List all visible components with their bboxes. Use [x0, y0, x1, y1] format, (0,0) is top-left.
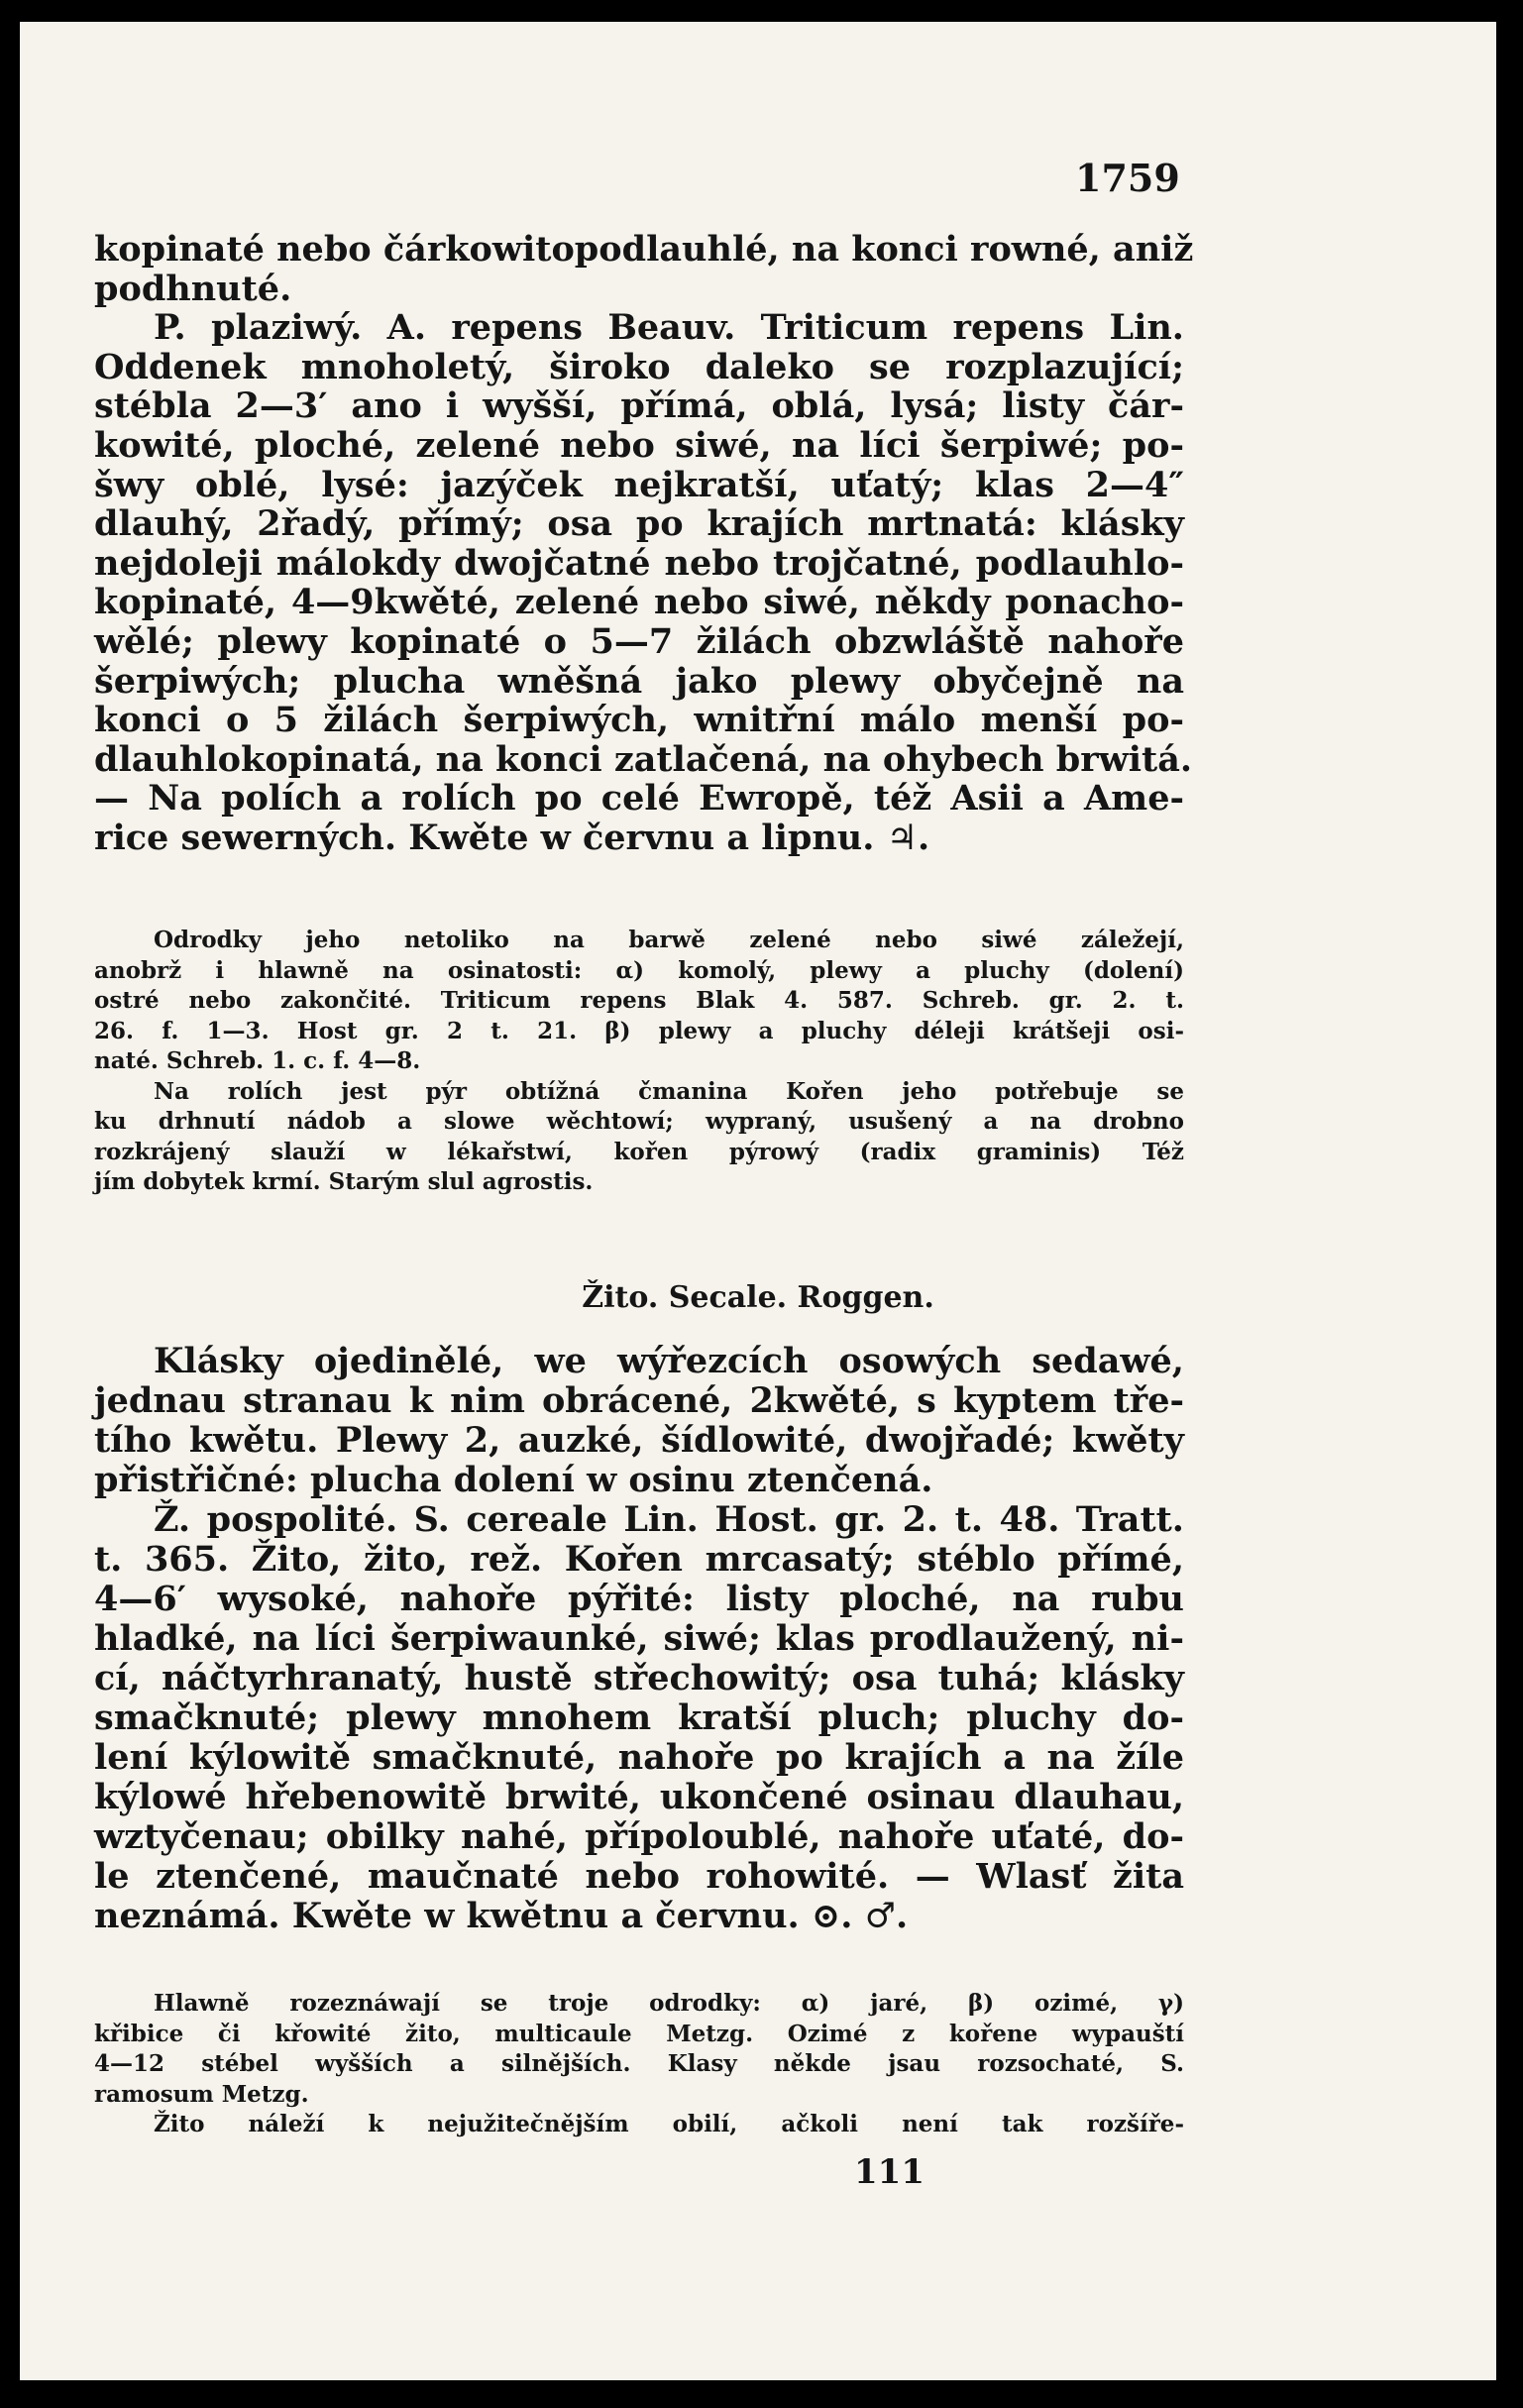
note-line: naté. Schreb. 1. c. f. 4—8.	[94, 1047, 421, 1074]
species-line: Ž. pospolité. S. cereale Lin. Host. gr. 2. t. 48. Tratt.	[154, 1499, 1184, 1540]
note-line: ostré nebo zakončité. Triticum repens Blak 4. 587. Schreb. gr. 2. t.	[94, 987, 1184, 1014]
paragraph-triticum	[94, 229, 1194, 858]
text-line: t. 365. Žito, žito, rež. Kořen mrcasatý; stéblo přímé,	[94, 1539, 1184, 1580]
book-page	[20, 22, 1496, 2380]
section-heading-secale: Žito. Secale. Roggen.	[582, 1280, 934, 1315]
text-line: lení kýlowitě smačknuté, nahoře po krajích a na žíle	[94, 1737, 1184, 1778]
note-varieties-secale	[94, 1989, 1184, 2140]
text-line: neznámá. Kwěte w kwětnu a červnu. ⊙. ♂.	[94, 1896, 909, 1936]
text-line: Oddenek mnoholetý, široko daleko se rozplazující;	[94, 346, 1184, 387]
text-line: konci o 5 žilách šerpiwých, wnitřní málo menší po-	[94, 700, 1184, 741]
text-line: kopinaté nebo čárkowitopodlauhlé, na konci rowné, aniž	[94, 229, 1194, 270]
note-varieties-triticum	[94, 926, 1184, 1198]
text-line: kopinaté, 4—9kwěté, zelené nebo siwé, někdy ponacho-	[94, 582, 1184, 623]
page-number: 1759	[1075, 156, 1180, 200]
text-line: wělé; plewy kopinaté o 5—7 žilách obzwláště nahoře	[94, 620, 1184, 662]
text-line: kowité, ploché, zelené nebo siwé, na líci šerpiwé; po-	[94, 424, 1184, 466]
text-line: stébla 2—3′ ano i wyšší, přímá, oblá, lysá; listy čár-	[94, 385, 1184, 427]
text-line: šwy oblé, lysé: jazýček nejkratší, uťatý; klas 2—4″	[94, 464, 1184, 505]
text-line: tího kwětu. Plewy 2, auzké, šídlowité, dwojřadé; kwěty	[94, 1420, 1184, 1461]
text-line: nejdoleji málokdy dwojčatné nebo trojčatné, podlauhlo-	[94, 542, 1184, 584]
note-line: Hlawně rozeznáwají se troje odrodky: α) jaré, β) ozimé, γ)	[154, 1990, 1184, 2017]
text-line: — Na polích a rolích po celé Ewropě, též Asii a Ame-	[94, 778, 1184, 820]
text-line: smačknuté; plewy mnohem kratší pluch; pluchy do-	[94, 1697, 1184, 1738]
text-line: dlauhý, 2řadý, přímý; osa po krajích mrtnatá: klásky	[94, 503, 1184, 545]
signature-mark: 111	[854, 2152, 925, 2192]
note-line: 4—12 stébel wyšších a silnějších. Klasy někde jsau rozsochaté, S.	[94, 2050, 1184, 2077]
note-line: rozkrájený slauží w lékařstwí, kořen pýrowý (radix graminis) Též	[94, 1138, 1184, 1165]
text-line: jednau stranau k nim obrácené, 2kwěté, s kyptem tře-	[94, 1380, 1184, 1421]
text-line: le ztenčené, maučnaté nebo rohowité. — Wlasť žita	[94, 1856, 1184, 1897]
text-line: Klásky ojedinělé, we wýřezcích osowých sedawé,	[154, 1341, 1184, 1381]
text-line: wztyčenau; obilky nahé, přípoloublé, nahoře uťaté, do-	[94, 1816, 1184, 1857]
note-line: Na rolích jest pýr obtížná čmanina Kořen jeho potřebuje se	[154, 1077, 1184, 1105]
note-line: anobrž i hlawně na osinatosti: α) komolý, plewy a pluchy (dolení)	[94, 956, 1184, 984]
species-line: P. plaziwý. A. repens Beauv. Triticum repens Lin.	[154, 307, 1184, 349]
text-line: podhnuté.	[94, 268, 292, 309]
text-line: rice sewerných. Kwěte w červnu a lipnu. ♃.	[94, 817, 930, 858]
note-line: křibice či křowité žito, multicaule Metzg. Ozimé z kořene wypauští	[94, 2020, 1184, 2047]
text-line: hladké, na líci šerpiwaunké, siwé; klas prodlaužený, ni-	[94, 1618, 1184, 1659]
text-line: 4—6′ wysoké, nahoře pýřité: listy ploché, na rubu	[94, 1579, 1184, 1619]
note-line: Odrodky jeho netoliko na barwě zelené nebo siwé záležejí,	[154, 927, 1184, 953]
text-line: kýlowé hřebenowitě brwité, ukončené osinau dlauhau,	[94, 1777, 1184, 1817]
text-line: dlauhlokopinatá, na konci zatlačená, na ohybech brwitá.	[94, 738, 1193, 780]
text-line: přistřičné: plucha dolení w osinu ztenčená.	[94, 1460, 933, 1500]
text-line: cí, náčtyrhranatý, hustě střechowitý; osa tuhá; klásky	[94, 1658, 1184, 1698]
note-line: 26. f. 1—3. Host gr. 2 t. 21. β) plewy a pluchy déleji krátšeji osi-	[94, 1017, 1184, 1044]
note-line: Žito náleží k nejužitečnějším obilí, ačkoli není tak rozšíře-	[154, 2111, 1184, 2137]
text-line: šerpiwých; plucha wněšná jako plewy obyčejně na	[94, 660, 1184, 702]
note-line: jím dobytek krmí. Starým slul agrostis.	[94, 1168, 594, 1195]
note-line: ku drhnutí nádob a slowe wěchtowí; wypraný, usušený a na drobno	[94, 1108, 1184, 1135]
paragraph-secale	[94, 1342, 1184, 1936]
note-line: ramosum Metzg.	[94, 2080, 309, 2108]
